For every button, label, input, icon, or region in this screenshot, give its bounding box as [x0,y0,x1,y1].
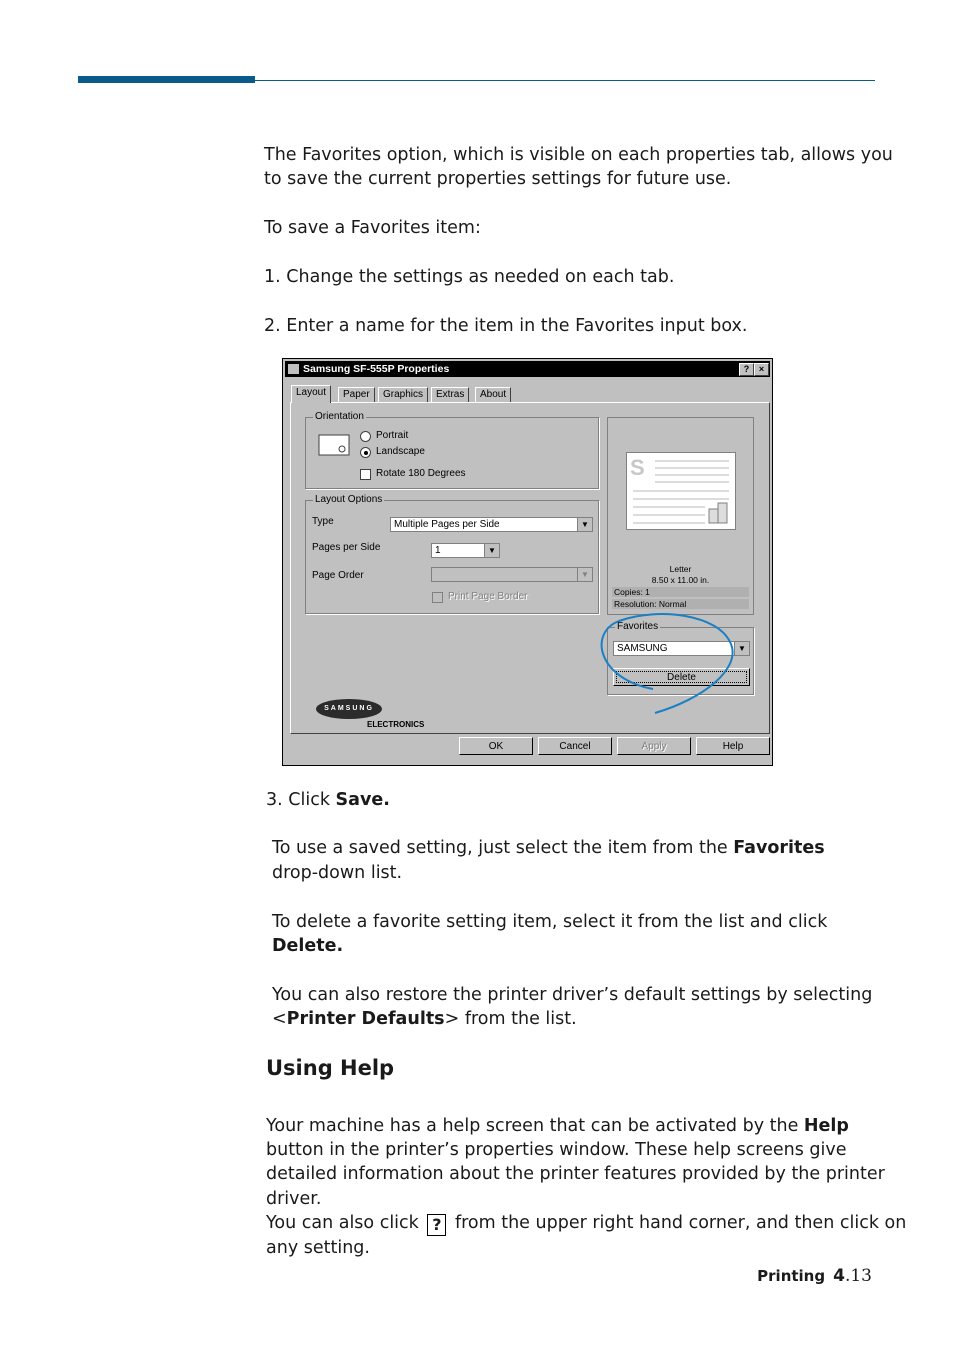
cancel-button[interactable]: Cancel [538,737,612,755]
pages-per-side-label: Pages per Side [312,542,381,553]
step-3-prefix: 3. Click [266,790,336,810]
layout-options-group [305,494,599,614]
delete-bold: Delete. [272,936,344,956]
layout-panel [290,402,770,734]
preview-letter: S [630,455,645,480]
delete-line-2 [272,934,343,959]
page-order-label: Page Order [312,570,364,581]
type-value: Multiple Pages per Side [394,519,500,530]
page-footer [757,1266,872,1286]
help-line-6: any setting. [266,1238,370,1258]
step-3-bold: Save. [335,790,390,810]
preview-lines [627,453,735,529]
chevron-down-icon: ▼ [484,544,499,557]
tab-graphics[interactable]: Graphics [378,387,428,402]
help-line-4: driver. [266,1189,322,1209]
tab-layout[interactable]: Layout [291,385,331,403]
favorites-group [607,621,754,695]
properties-dialog-screenshot [282,358,773,766]
tab-about[interactable]: About [475,387,511,402]
pages-per-side-value: 1 [435,545,441,556]
type-label: Type [312,516,334,527]
help-question-button[interactable]: ? [739,363,754,376]
header-rule-thin [255,80,875,81]
print-border-label: Print Page Border [448,591,528,602]
intro-line-2: to save the current properties settings for future use. [264,169,732,189]
resolution-info: Resolution: Normal [612,599,749,609]
favorites-delete-button[interactable]: Delete [613,668,750,686]
footer-section: Printing [757,1267,826,1285]
help-button[interactable]: Help [696,737,770,755]
use-line-1 [272,836,825,861]
favorites-title: Favorites [617,621,659,632]
close-button[interactable]: × [754,363,769,376]
help-line-2: button in the printer’s properties window. These help screens give [266,1140,847,1160]
help-l5-suffix: from the upper right hand corner, and then click on [449,1213,907,1233]
pages-per-side-select[interactable] [431,543,500,558]
restore-suffix: > from the list. [444,1009,577,1029]
dialog-titlebar [285,361,770,377]
copies-info: Copies: 1 [612,587,749,597]
favorites-value: SAMSUNG [617,643,668,654]
restore-lt: < [272,1009,287,1029]
favorites-input[interactable] [613,641,750,656]
portrait-radio[interactable] [360,431,371,442]
landscape-page-icon [318,434,350,456]
question-icon: ? [427,1214,446,1236]
header-rule-thick [78,76,255,83]
restore-line-2 [272,1007,577,1032]
restore-bold: Printer Defaults [286,1009,445,1029]
layout-options-title: Layout Options [315,494,383,505]
use-line-2: drop-down list. [272,863,403,883]
chevron-down-icon: ▼ [577,568,592,581]
print-border-checkbox[interactable] [432,592,443,603]
chevron-down-icon: ▼ [734,642,749,655]
help-line-5 [266,1211,906,1236]
footer-page: .13 [844,1266,872,1286]
tab-extras[interactable]: Extras [431,387,469,402]
step-1: 1. Change the settings as needed on each tab. [264,267,675,287]
ok-button[interactable]: OK [459,737,533,755]
to-save-text: To save a Favorites item: [264,218,481,238]
intro-line-1: The Favorites option, which is visible on each properties tab, allows you [264,145,893,165]
type-select[interactable] [390,517,593,532]
orientation-group [305,411,599,489]
help-l1-prefix: Your machine has a help screen that can be activated by the [266,1116,804,1136]
tab-paper[interactable]: Paper [338,387,375,402]
landscape-label: Landscape [376,446,425,457]
footer-chapter: 4 [833,1266,845,1286]
help-line-1 [266,1114,849,1139]
apply-button[interactable]: Apply [617,737,691,755]
chevron-down-icon: ▼ [577,518,592,531]
preview-frame [607,417,754,615]
help-l1-bold: Help [803,1116,849,1136]
use-bold: Favorites [733,838,825,858]
samsung-logo: SAMSUNG [316,699,382,719]
use-prefix: To use a saved setting, just select the item from the [272,838,734,858]
delete-line-1: To delete a favorite setting item, select it from the list and click [272,912,828,932]
paper-size-name: Letter [669,564,692,574]
logo-electronics: ELECTRONICS [367,720,425,729]
dialog-title: Samsung SF-555P Properties [303,363,450,375]
help-line-3: detailed information about the printer features provided by the printer [266,1164,885,1184]
step-3 [266,788,390,813]
portrait-label: Portrait [376,430,409,441]
rotate-checkbox[interactable] [360,469,371,480]
page-order-select[interactable] [431,567,593,582]
printer-icon [288,364,299,374]
using-help-heading: Using Help [266,1056,395,1080]
rotate-label: Rotate 180 Degrees [376,468,466,479]
preview-paper [626,452,736,530]
paper-size-dims: 8.50 x 11.00 in. [651,575,710,585]
step-2: 2. Enter a name for the item in the Favorites input box. [264,316,748,336]
orientation-title: Orientation [315,411,364,422]
help-l5-prefix: You can also click [266,1213,425,1233]
landscape-radio[interactable] [360,447,371,458]
restore-line-1: You can also restore the printer driver’s default settings by selecting [272,985,873,1005]
